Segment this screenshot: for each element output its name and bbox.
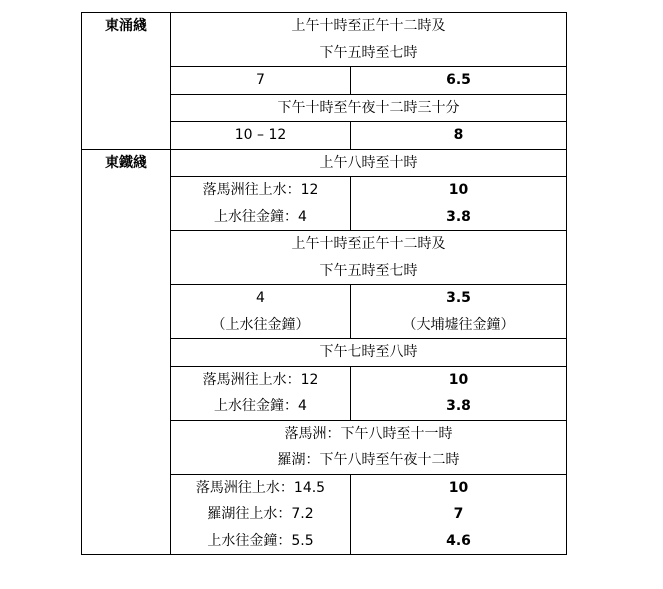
new-interval-line: 10 bbox=[448, 182, 469, 198]
current-interval bbox=[171, 177, 351, 231]
new-interval bbox=[351, 366, 567, 420]
new-interval-line: 10 bbox=[448, 371, 469, 388]
period-header bbox=[171, 231, 567, 285]
period-header: 上午八時至十時 bbox=[171, 149, 567, 177]
train-frequency-table bbox=[81, 12, 567, 555]
current-interval-line: 上水往金鐘：5.5 bbox=[207, 532, 314, 549]
period-header-line: 下午五時至七時 bbox=[319, 44, 418, 61]
current-interval: 10 – 12 bbox=[171, 122, 351, 150]
new-interval bbox=[351, 285, 567, 339]
table-row bbox=[82, 149, 567, 177]
new-interval-line: 10 bbox=[448, 479, 469, 496]
period-header bbox=[171, 13, 567, 67]
new-interval bbox=[351, 474, 567, 555]
current-interval: 7 bbox=[171, 67, 351, 95]
new-interval-line: 3.8 bbox=[446, 208, 471, 225]
current-interval-line: 羅湖往上水：7.2 bbox=[207, 506, 314, 522]
new-interval: 8 bbox=[351, 122, 567, 150]
period-header: 下午七時至八時 bbox=[171, 339, 567, 367]
new-interval-line: 7 bbox=[453, 506, 464, 522]
period-header-line: 上午十時至正午十二時及 bbox=[291, 18, 446, 34]
current-interval-line: 上水往金鐘：4 bbox=[214, 208, 307, 225]
new-interval: 6.5 bbox=[351, 67, 567, 95]
current-interval bbox=[171, 366, 351, 420]
current-interval-note: （上水往金鐘） bbox=[211, 316, 310, 333]
current-interval-line: 落馬洲往上水：12 bbox=[202, 182, 319, 198]
current-interval bbox=[171, 474, 351, 555]
period-header-line: 下午五時至七時 bbox=[319, 262, 418, 279]
current-interval-line: 落馬洲往上水：12 bbox=[202, 371, 319, 388]
period-header bbox=[171, 420, 567, 474]
current-interval-line: 落馬洲往上水：14.5 bbox=[195, 479, 326, 496]
period-header: 下午十時至午夜十二時三十分 bbox=[171, 94, 567, 122]
current-interval-line: 上水往金鐘：4 bbox=[214, 398, 307, 414]
new-interval-note: （大埔墟往金鐘） bbox=[402, 316, 515, 333]
new-interval bbox=[351, 177, 567, 231]
period-header-line: 上午十時至正午十二時及 bbox=[291, 236, 446, 252]
new-interval-line: 3.8 bbox=[446, 398, 471, 414]
period-header-line: 落馬洲：下午八時至十一時 bbox=[284, 425, 453, 442]
table-row bbox=[82, 13, 567, 67]
line-name-east-rail: 東鐵綫 bbox=[82, 149, 171, 555]
period-header-line: 羅湖：下午八時至午夜十二時 bbox=[277, 452, 460, 468]
line-name-tung-chung: 東涌綫 bbox=[82, 13, 171, 150]
current-interval bbox=[171, 285, 351, 339]
new-interval-line: 3.5 bbox=[446, 290, 471, 306]
new-interval-line: 4.6 bbox=[446, 532, 471, 549]
current-interval-line: 4 bbox=[256, 290, 265, 306]
